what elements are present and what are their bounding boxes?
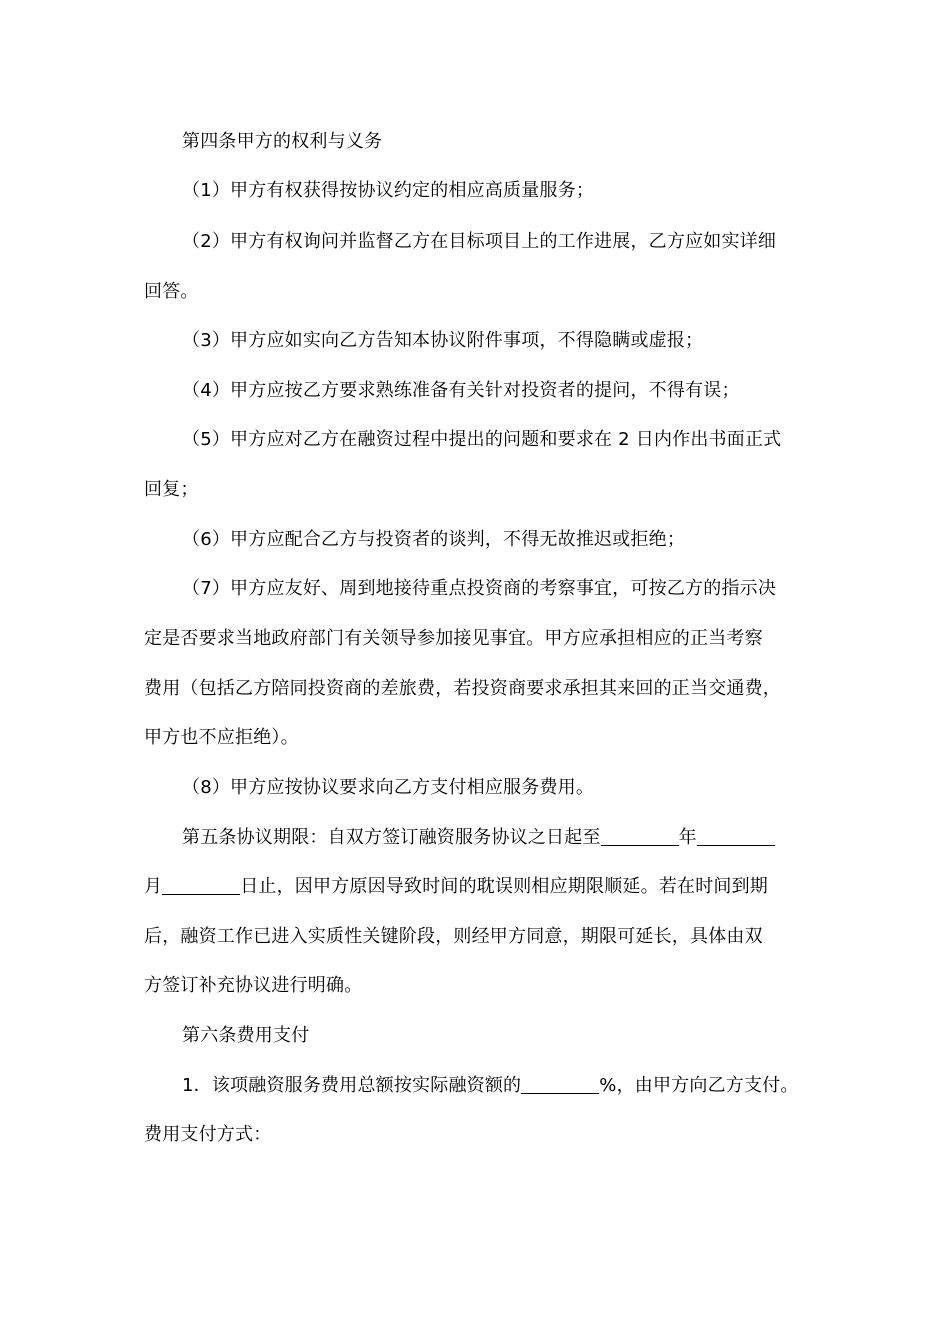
- end-day-blank: [162, 876, 240, 895]
- year-label: 年: [678, 827, 697, 848]
- end-month-blank: [697, 827, 775, 846]
- article4-item1: （1）甲方有权获得按协议约定的相应高质量服务；: [182, 180, 595, 201]
- article4-item4: （4）甲方应按乙方要求熟练准备有关针对投资者的提问，不得有误；: [182, 380, 740, 401]
- article5-line1-text: 第五条协议期限：自双方签订融资服务协议之日起至: [182, 827, 601, 848]
- article5-line4: 方签订补充协议进行明确。: [144, 975, 363, 996]
- article5-line2-text: 日止，因甲方原因导致时间的耽误则相应期限顺延。若在时间到期: [240, 876, 768, 897]
- article4-item7-line3: 费用（包括乙方陪同投资商的差旅费，若投资商要求承担其来回的正当交通费，: [144, 678, 781, 699]
- article4-title: 第四条甲方的权利与义务: [182, 131, 383, 152]
- article6-item1-text: 1．该项融资服务费用总额按实际融资额的: [182, 1075, 522, 1096]
- article5-line3: 后，融资工作已进入实质性关键阶段，则经甲方同意，期限可延长，具体由双: [144, 926, 763, 947]
- article6-item1-line2: 费用支付方式：: [144, 1124, 272, 1145]
- article4-item6: （6）甲方应配合乙方与投资者的谈判，不得无故推迟或拒绝；: [182, 529, 686, 550]
- article5-line2: [144, 874, 824, 900]
- article5-line1: [182, 825, 862, 851]
- article6-item1-line1: [182, 1073, 862, 1099]
- article4-item8: （8）甲方应按协议要求向乙方支付相应服务费用。: [182, 777, 595, 798]
- article4-item5-line2: 回复；: [144, 479, 199, 500]
- article4-item5-line1: （5）甲方应对乙方在融资过程中提出的问题和要求在 2 日内作出书面正式: [182, 429, 782, 450]
- article6-title: 第六条费用支付: [182, 1025, 310, 1046]
- article4-item2-line2: 回答。: [144, 281, 199, 302]
- article4-item7-line1: （7）甲方应友好、周到地接待重点投资商的考察事宜，可按乙方的指示决: [182, 578, 777, 599]
- end-year-blank: [601, 827, 679, 846]
- article6-item1-suffix: %，由甲方向乙方支付。: [599, 1075, 799, 1096]
- article4-item7-line4: 甲方也不应拒绝）。: [144, 727, 299, 748]
- article4-item3: （3）甲方应如实向乙方告知本协议附件事项，不得隐瞒或虚报；: [182, 330, 704, 351]
- fee-percent-blank: [521, 1075, 599, 1094]
- article4-item7-line2: 定是否要求当地政府部门有关领导参加接见事宜。甲方应承担相应的正当考察: [144, 628, 763, 649]
- month-label: 月: [144, 876, 163, 897]
- article4-item2-line1: （2）甲方有权询问并监督乙方在目标项目上的工作进展，乙方应如实详细: [182, 231, 777, 252]
